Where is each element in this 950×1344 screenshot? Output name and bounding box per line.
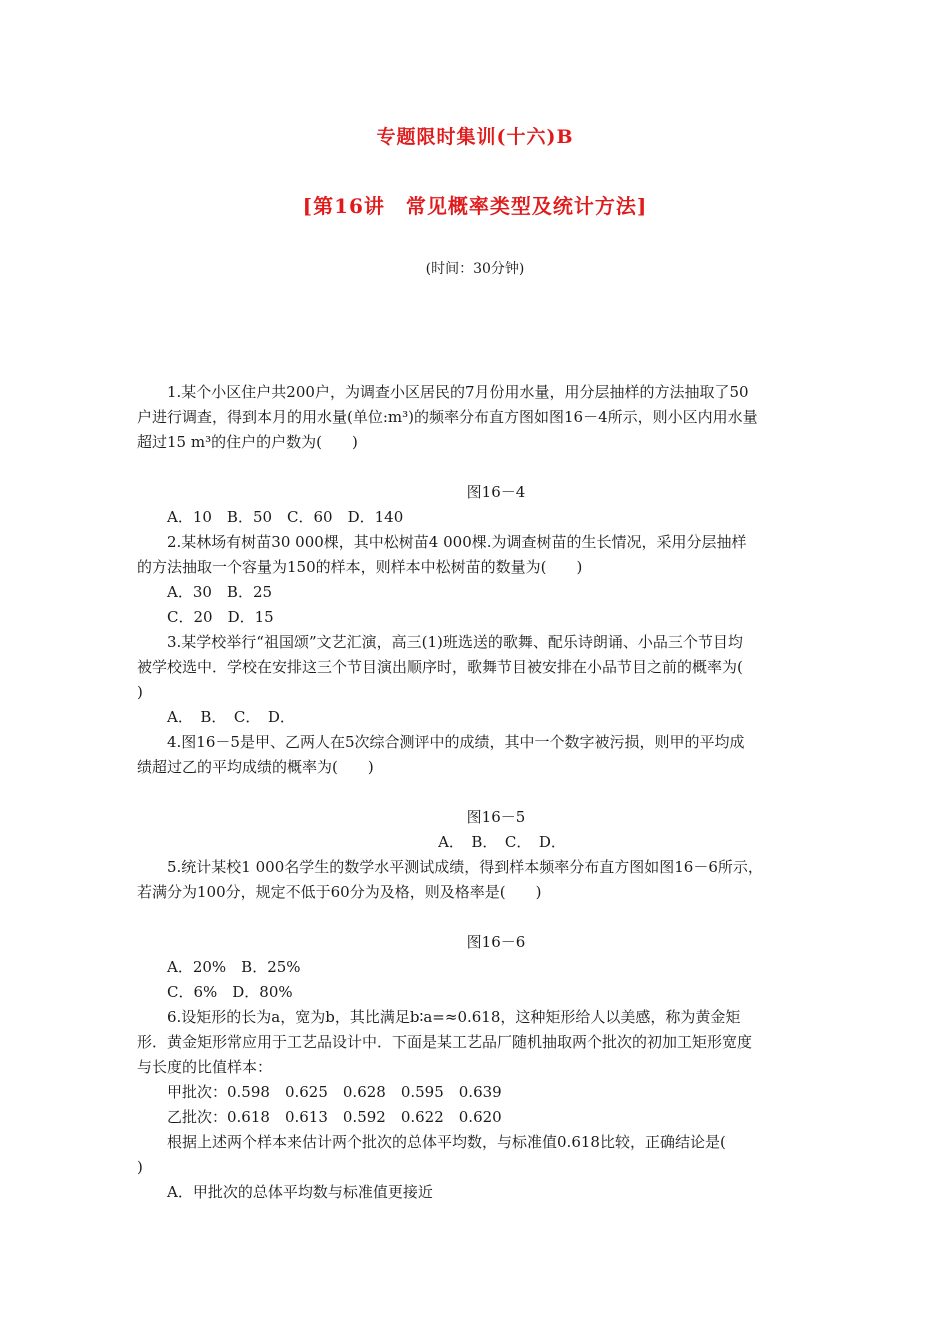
question-6-line-4: 根据上述两个样本来估计两个批次的总体平均数，与标准值0.618比较，正确结论是( (167, 1133, 726, 1151)
question-1 (137, 380, 827, 530)
question-1-line-3: 超过15 m³的住户的户数为( ) (137, 433, 358, 451)
figure-caption-16-5: 图16－5 (466, 808, 526, 826)
time-limit: (时间：30分钟) (425, 261, 525, 277)
question-1-line-1: 1.某个小区住户共200户，为调查小区居民的7月份用水量，用分层抽样的方法抽取了50 (167, 383, 749, 401)
question-2-line-1: 2.某林场有树苗30 000棵，其中松树苗4 000棵.为调查树苗的生长情况，采用分层抽样 (167, 533, 747, 551)
question-6 (137, 1005, 827, 1205)
question-1-options: A．10 B．50 C．60 D．140 (167, 508, 404, 526)
question-4-options: A． B． C． D． (438, 833, 566, 851)
question-3-line-3: ) (137, 683, 143, 701)
question-6-option-a: A．甲批次的总体平均数与标准值更接近 (167, 1183, 433, 1201)
figure-caption-16-6: 图16－6 (466, 933, 526, 951)
question-2-options-ab: A．30 B．25 (167, 583, 273, 601)
batch-a-samples: 甲批次：0.598 0.625 0.628 0.595 0.639 (167, 1083, 502, 1101)
figure-caption-16-4: 图16－4 (466, 483, 526, 501)
question-1-line-2: 户进行调查，得到本月的用水量(单位:m³)的频率分布直方图如图16－4所示，则小区内用水量 (137, 408, 758, 426)
page-title: 专题限时集训(十六)B (376, 126, 574, 148)
question-6-line-1: 6.设矩形的长为a，宽为b，其比满足b∶a=≈0.618，这种矩形给人以美感，称为黄金矩 (167, 1008, 741, 1026)
question-3-line-1: 3.某学校举行“祖国颂”文艺汇演，高三(1)班选送的歌舞、配乐诗朗诵、小品三个节目均 (167, 633, 743, 651)
question-2-options-cd: C．20 D．15 (167, 608, 274, 626)
question-3 (137, 630, 827, 730)
question-5-line-2: 若满分为100分，规定不低于60分为及格，则及格率是( ) (137, 883, 542, 901)
lecture-subtitle: [第16讲 常见概率类型及统计方法] (302, 194, 648, 218)
question-4-line-1: 4.图16－5是甲、乙两人在5次综合测评中的成绩，其中一个数字被污损，则甲的平均成 (167, 733, 745, 751)
question-6-line-3: 与长度的比值样本： (137, 1058, 273, 1076)
question-5-options-ab: A．20% B．25% (167, 958, 301, 976)
batch-b-samples: 乙批次：0.618 0.613 0.592 0.622 0.620 (167, 1108, 502, 1126)
question-2-line-2: 的方法抽取一个容量为150的样本，则样本中松树苗的数量为( ) (137, 558, 583, 576)
question-6-line-2: 形．黄金矩形常应用于工艺品设计中．下面是某工艺品厂随机抽取两个批次的初加工矩形宽度 (137, 1033, 753, 1051)
question-3-options: A． B． C． D． (167, 708, 295, 726)
question-4-line-2: 绩超过乙的平均成绩的概率为( ) (137, 758, 374, 776)
question-6-line-5: ) (137, 1158, 143, 1176)
question-5 (137, 855, 827, 1005)
question-4 (137, 730, 827, 855)
question-5-options-cd: C．6% D．80% (167, 983, 293, 1001)
question-list (137, 380, 827, 1205)
question-2 (137, 530, 827, 630)
question-3-line-2: 被学校选中．学校在安排这三个节目演出顺序时，歌舞节目被安排在小品节目之前的概率为( (137, 658, 743, 676)
question-5-line-1: 5.统计某校1 000名学生的数学水平测试成绩，得到样本频率分布直方图如图16－6所示， (167, 858, 763, 876)
